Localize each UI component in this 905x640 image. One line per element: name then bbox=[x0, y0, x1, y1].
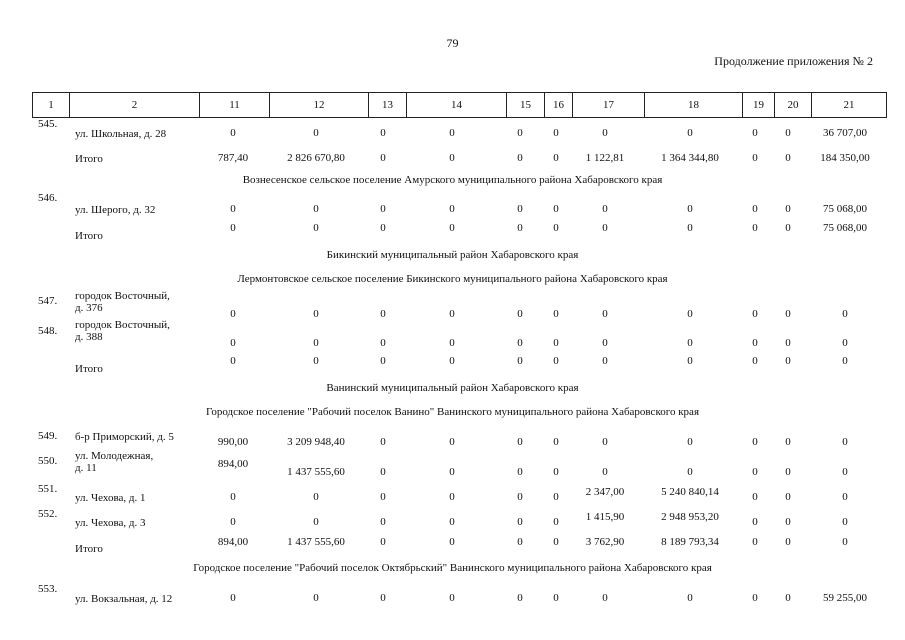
value-cell: 894,00 bbox=[217, 458, 249, 470]
value-cell: 0 bbox=[842, 355, 848, 367]
value-cell: 0 bbox=[687, 222, 693, 234]
value-cell: 3 209 948,40 bbox=[287, 436, 345, 448]
address-line: ул. Шерого, д. 32 bbox=[75, 204, 156, 216]
value-cell: 0 bbox=[313, 355, 319, 367]
value-cell: 0 bbox=[687, 592, 693, 604]
value-cell: 0 bbox=[687, 436, 693, 448]
value-cell: 0 bbox=[380, 337, 386, 349]
address-cell bbox=[75, 128, 166, 140]
value-cell: 0 bbox=[517, 222, 523, 234]
section-heading: Городское поселение "Рабочий поселок Октябрьский" Ванинского муниципального района Хабаровского края bbox=[193, 562, 712, 574]
value-cell: 0 bbox=[687, 466, 693, 478]
value-cell: 0 bbox=[313, 592, 319, 604]
value-cell: 0 bbox=[517, 152, 523, 164]
value-cell: 2 826 670,80 bbox=[287, 152, 345, 164]
value-cell: 1 122,81 bbox=[585, 152, 625, 164]
row-number: 545. bbox=[38, 118, 58, 130]
value-cell: 0 bbox=[785, 536, 791, 548]
value-cell: 0 bbox=[230, 592, 236, 604]
header-col-17: 17 bbox=[573, 93, 645, 118]
value-cell: 0 bbox=[785, 337, 791, 349]
value-cell: 0 bbox=[449, 222, 455, 234]
value-cell: 1 415,90 bbox=[585, 511, 625, 523]
address-line: городок Восточный, bbox=[75, 319, 170, 331]
value-cell: 0 bbox=[313, 308, 319, 320]
value-cell: 0 bbox=[752, 436, 758, 448]
value-cell: 0 bbox=[380, 536, 386, 548]
value-cell: 0 bbox=[449, 127, 455, 139]
header-col-15: 15 bbox=[507, 93, 545, 118]
header-col-20: 20 bbox=[775, 93, 812, 118]
address-line: ул. Чехова, д. 1 bbox=[75, 492, 146, 504]
address-line: б-р Приморский, д. 5 bbox=[75, 431, 174, 443]
value-cell: 8 189 793,34 bbox=[661, 536, 719, 548]
value-cell: 0 bbox=[380, 152, 386, 164]
value-cell: 0 bbox=[842, 516, 848, 528]
header-col-13: 13 bbox=[369, 93, 407, 118]
value-cell: 894,00 bbox=[217, 536, 249, 548]
value-cell: 0 bbox=[687, 203, 693, 215]
value-cell: 0 bbox=[449, 436, 455, 448]
row-number: 548. bbox=[38, 325, 58, 337]
header-col-2: 2 bbox=[70, 93, 200, 118]
value-cell: 0 bbox=[752, 203, 758, 215]
value-cell: 0 bbox=[380, 436, 386, 448]
value-cell: 0 bbox=[752, 516, 758, 528]
value-cell: 0 bbox=[380, 516, 386, 528]
value-cell: 0 bbox=[313, 203, 319, 215]
value-cell: 0 bbox=[842, 337, 848, 349]
header-row bbox=[33, 93, 887, 118]
value-cell: 0 bbox=[785, 222, 791, 234]
value-cell: 0 bbox=[842, 536, 848, 548]
value-cell: 0 bbox=[602, 355, 608, 367]
value-cell: 0 bbox=[230, 355, 236, 367]
value-cell: 0 bbox=[449, 516, 455, 528]
value-cell: 0 bbox=[517, 516, 523, 528]
section-heading: Ванинский муниципальный район Хабаровского края bbox=[326, 382, 579, 394]
value-cell: 0 bbox=[602, 592, 608, 604]
row-number: 553. bbox=[38, 583, 58, 595]
address-line: Итого bbox=[75, 363, 103, 375]
value-cell: 0 bbox=[449, 308, 455, 320]
value-cell: 0 bbox=[752, 536, 758, 548]
value-cell: 0 bbox=[553, 436, 559, 448]
value-cell: 0 bbox=[752, 222, 758, 234]
value-cell: 990,00 bbox=[217, 436, 249, 448]
row-number: 549. bbox=[38, 430, 58, 442]
value-cell: 0 bbox=[553, 337, 559, 349]
value-cell: 75 068,00 bbox=[823, 222, 867, 234]
value-cell: 0 bbox=[785, 152, 791, 164]
value-cell: 0 bbox=[553, 466, 559, 478]
header-col-1: 1 bbox=[33, 93, 70, 118]
value-cell: 0 bbox=[785, 436, 791, 448]
value-cell: 0 bbox=[842, 491, 848, 503]
value-cell: 0 bbox=[752, 592, 758, 604]
value-cell: 0 bbox=[785, 203, 791, 215]
value-cell: 0 bbox=[785, 592, 791, 604]
address-cell bbox=[75, 517, 146, 529]
value-cell: 0 bbox=[785, 127, 791, 139]
value-cell: 0 bbox=[313, 337, 319, 349]
value-cell: 787,40 bbox=[217, 152, 249, 164]
value-cell: 184 350,00 bbox=[820, 152, 870, 164]
address-cell bbox=[75, 431, 174, 443]
value-cell: 0 bbox=[785, 491, 791, 503]
value-cell: 0 bbox=[687, 337, 693, 349]
header-col-11: 11 bbox=[200, 93, 270, 118]
value-cell: 0 bbox=[449, 152, 455, 164]
value-cell: 0 bbox=[380, 466, 386, 478]
address-line: Итого bbox=[75, 543, 103, 555]
value-cell: 0 bbox=[313, 222, 319, 234]
value-cell: 0 bbox=[602, 308, 608, 320]
value-cell: 0 bbox=[842, 436, 848, 448]
value-cell: 0 bbox=[449, 466, 455, 478]
address-line: городок Восточный, bbox=[75, 290, 170, 302]
value-cell: 0 bbox=[752, 491, 758, 503]
address-cell bbox=[75, 230, 103, 242]
value-cell: 0 bbox=[602, 127, 608, 139]
value-cell: 0 bbox=[380, 203, 386, 215]
section-heading: Вознесенское сельское поселение Амурского муниципального района Хабаровского края bbox=[242, 174, 663, 186]
value-cell: 0 bbox=[230, 203, 236, 215]
value-cell: 1 437 555,60 bbox=[287, 536, 345, 548]
address-line: ул. Вокзальная, д. 12 bbox=[75, 593, 173, 605]
value-cell: 0 bbox=[380, 592, 386, 604]
value-cell: 0 bbox=[230, 516, 236, 528]
address-cell bbox=[75, 204, 155, 216]
value-cell: 0 bbox=[553, 203, 559, 215]
header-col-16: 16 bbox=[545, 93, 573, 118]
value-cell: 0 bbox=[517, 592, 523, 604]
value-cell: 0 bbox=[602, 203, 608, 215]
value-cell: 0 bbox=[517, 308, 523, 320]
address-line: д. 376 bbox=[75, 302, 103, 314]
value-cell: 0 bbox=[517, 536, 523, 548]
address-line: д. 388 bbox=[75, 331, 103, 343]
value-cell: 0 bbox=[517, 491, 523, 503]
value-cell: 0 bbox=[380, 222, 386, 234]
value-cell: 1 364 344,80 bbox=[661, 152, 719, 164]
header-col-21: 21 bbox=[812, 93, 887, 118]
value-cell: 0 bbox=[380, 127, 386, 139]
row-number: 550. bbox=[38, 455, 58, 467]
value-cell: 0 bbox=[230, 308, 236, 320]
address-cell bbox=[75, 543, 103, 555]
value-cell: 0 bbox=[517, 127, 523, 139]
value-cell: 0 bbox=[553, 516, 559, 528]
value-cell: 0 bbox=[313, 516, 319, 528]
value-cell: 1 437 555,60 bbox=[287, 466, 345, 478]
value-cell: 0 bbox=[449, 592, 455, 604]
address-cell bbox=[75, 290, 170, 314]
value-cell: 0 bbox=[230, 127, 236, 139]
value-cell: 0 bbox=[602, 337, 608, 349]
address-cell bbox=[75, 593, 172, 605]
value-cell: 0 bbox=[785, 516, 791, 528]
value-cell: 0 bbox=[602, 436, 608, 448]
value-cell: 2 347,00 bbox=[585, 486, 625, 498]
value-cell: 0 bbox=[449, 337, 455, 349]
row-number: 547. bbox=[38, 295, 58, 307]
value-cell: 0 bbox=[553, 152, 559, 164]
address-line: ул. Чехова, д. 3 bbox=[75, 517, 146, 529]
address-cell bbox=[75, 492, 146, 504]
value-cell: 0 bbox=[313, 127, 319, 139]
address-line: ул. Молодежная, bbox=[75, 450, 154, 462]
continuation-label: Продолжение приложения № 2 bbox=[714, 54, 873, 68]
value-cell: 0 bbox=[517, 436, 523, 448]
value-cell: 0 bbox=[449, 536, 455, 548]
value-cell: 0 bbox=[449, 203, 455, 215]
value-cell: 0 bbox=[752, 355, 758, 367]
value-cell: 0 bbox=[752, 127, 758, 139]
section-heading: Бикинский муниципальный район Хабаровского края bbox=[326, 249, 579, 261]
value-cell: 36 707,00 bbox=[823, 127, 867, 139]
address-cell bbox=[75, 363, 103, 375]
page-number: 79 bbox=[446, 36, 459, 50]
value-cell: 0 bbox=[785, 355, 791, 367]
value-cell: 75 068,00 bbox=[823, 203, 867, 215]
value-cell: 0 bbox=[752, 466, 758, 478]
value-cell: 0 bbox=[842, 466, 848, 478]
value-cell: 5 240 840,14 bbox=[661, 486, 719, 498]
value-cell: 0 bbox=[687, 127, 693, 139]
value-cell: 0 bbox=[553, 536, 559, 548]
value-cell: 0 bbox=[517, 337, 523, 349]
address-line: Итого bbox=[75, 153, 103, 165]
address-cell bbox=[75, 153, 103, 165]
value-cell: 0 bbox=[785, 308, 791, 320]
value-cell: 0 bbox=[553, 491, 559, 503]
row-number: 551. bbox=[38, 483, 58, 495]
value-cell: 0 bbox=[380, 308, 386, 320]
row-number: 546. bbox=[38, 192, 58, 204]
value-cell: 0 bbox=[752, 152, 758, 164]
header-col-19: 19 bbox=[743, 93, 775, 118]
address-cell bbox=[75, 319, 170, 343]
address-cell bbox=[75, 450, 153, 474]
value-cell: 0 bbox=[687, 308, 693, 320]
value-cell: 0 bbox=[230, 337, 236, 349]
value-cell: 0 bbox=[553, 308, 559, 320]
value-cell: 0 bbox=[602, 222, 608, 234]
value-cell: 2 948 953,20 bbox=[661, 511, 719, 523]
value-cell: 0 bbox=[230, 491, 236, 503]
header-col-12: 12 bbox=[270, 93, 369, 118]
header-col-18: 18 bbox=[645, 93, 743, 118]
address-line: ул. Школьная, д. 28 bbox=[75, 128, 167, 140]
value-cell: 0 bbox=[842, 308, 848, 320]
value-cell: 0 bbox=[313, 491, 319, 503]
address-line: д. 11 bbox=[75, 462, 97, 474]
value-cell: 0 bbox=[517, 466, 523, 478]
value-cell: 0 bbox=[752, 337, 758, 349]
value-cell: 0 bbox=[449, 491, 455, 503]
value-cell: 0 bbox=[687, 355, 693, 367]
value-cell: 0 bbox=[230, 222, 236, 234]
value-cell: 0 bbox=[602, 466, 608, 478]
value-cell: 0 bbox=[553, 127, 559, 139]
value-cell: 0 bbox=[553, 222, 559, 234]
column-header-table bbox=[32, 92, 887, 118]
value-cell: 0 bbox=[553, 592, 559, 604]
value-cell: 0 bbox=[752, 308, 758, 320]
section-heading: Городское поселение "Рабочий поселок Ванино" Ванинского муниципального района Хабаровского края bbox=[205, 406, 700, 418]
value-cell: 3 762,90 bbox=[585, 536, 625, 548]
value-cell: 59 255,00 bbox=[823, 592, 867, 604]
value-cell: 0 bbox=[553, 355, 559, 367]
value-cell: 0 bbox=[517, 355, 523, 367]
value-cell: 0 bbox=[449, 355, 455, 367]
row-number: 552. bbox=[38, 508, 58, 520]
header-col-14: 14 bbox=[407, 93, 507, 118]
value-cell: 0 bbox=[785, 466, 791, 478]
value-cell: 0 bbox=[517, 203, 523, 215]
address-line: Итого bbox=[75, 230, 103, 242]
value-cell: 0 bbox=[380, 355, 386, 367]
value-cell: 0 bbox=[380, 491, 386, 503]
section-heading: Лермонтовское сельское поселение Бикинского муниципального района Хабаровского края bbox=[237, 273, 668, 285]
